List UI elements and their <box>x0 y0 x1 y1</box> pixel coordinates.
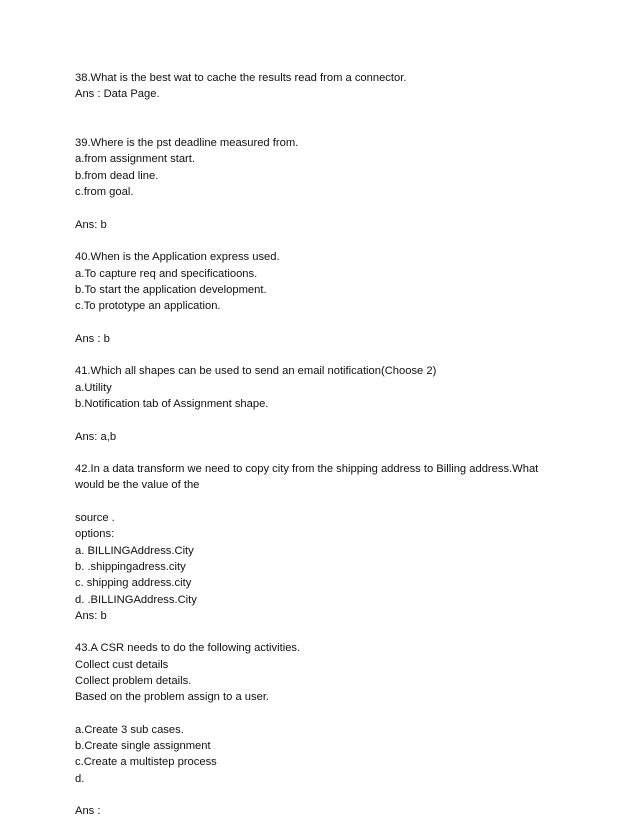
document-page <box>75 70 575 820</box>
blank-line <box>75 103 575 119</box>
blank-line <box>75 347 575 363</box>
question-40-option-a: a.To capture req and specificatioons. <box>75 267 258 280</box>
blank-line <box>75 412 575 428</box>
question-43-option-d: d. <box>75 772 85 785</box>
blank-line <box>75 200 575 216</box>
question-43-text: 43.A CSR needs to do the following activities. <box>75 642 301 655</box>
question-40-text: 40.When is the Application express used. <box>75 251 280 264</box>
question-43-activity-1: Collect cust details <box>75 658 169 671</box>
question-39-option-a: a.from assignment start. <box>75 153 195 166</box>
question-43-answer: Ans : <box>75 805 101 818</box>
question-42-options-label: options: <box>75 528 115 541</box>
question-40-answer: Ans : b <box>75 332 110 345</box>
blank-line <box>75 233 575 249</box>
question-43-option-c: c.Create a multistep process <box>75 756 217 769</box>
question-42-option-a: a. BILLINGAddress.City <box>75 544 194 557</box>
blank-line <box>75 494 575 510</box>
question-42-option-d: d. .BILLINGAddress.City <box>75 593 197 606</box>
question-41-answer: Ans: a,b <box>75 430 117 443</box>
blank-line <box>75 787 575 803</box>
blank-line <box>75 314 575 330</box>
blank-line <box>75 445 575 461</box>
question-42-source: source . <box>75 512 115 525</box>
question-42-option-c: c. shipping address.city <box>75 577 192 590</box>
question-39-option-c: c.from goal. <box>75 186 134 199</box>
question-43-activity-2: Collect problem details. <box>75 674 192 687</box>
question-42-option-b: b. .shippingadress.city <box>75 560 186 573</box>
question-41-text: 41.Which all shapes can be used to send an email notification(Choose 2) <box>75 365 437 378</box>
question-43-activity-3: Based on the problem assign to a user. <box>75 691 270 704</box>
question-39-text: 39.Where is the pst deadline measured from. <box>75 137 299 150</box>
question-40-option-b: b.To start the application development. <box>75 283 267 296</box>
question-39-option-b: b.from dead line. <box>75 169 159 182</box>
question-41-option-b: b.Notification tab of Assignment shape. <box>75 397 269 410</box>
question-38-answer: Ans : Data Page. <box>75 88 160 101</box>
question-42-answer: Ans: b <box>75 609 107 622</box>
question-43-option-b: b.Create single assignment <box>75 740 211 753</box>
question-41-option-a: a.Utility <box>75 381 112 394</box>
blank-line <box>75 706 575 722</box>
blank-line <box>75 624 575 640</box>
question-43-option-a: a.Create 3 sub cases. <box>75 723 184 736</box>
question-39-answer: Ans: b <box>75 218 107 231</box>
question-38-text: 38.What is the best wat to cache the results read from a connector. <box>75 72 407 84</box>
blank-line <box>75 119 575 135</box>
question-42-text: 42.In a data transform we need to copy city from the shipping address to Billing address.What <box>75 463 539 476</box>
question-42-text-continued: would be the value of the <box>75 479 200 492</box>
question-40-option-c: c.To prototype an application. <box>75 300 221 313</box>
